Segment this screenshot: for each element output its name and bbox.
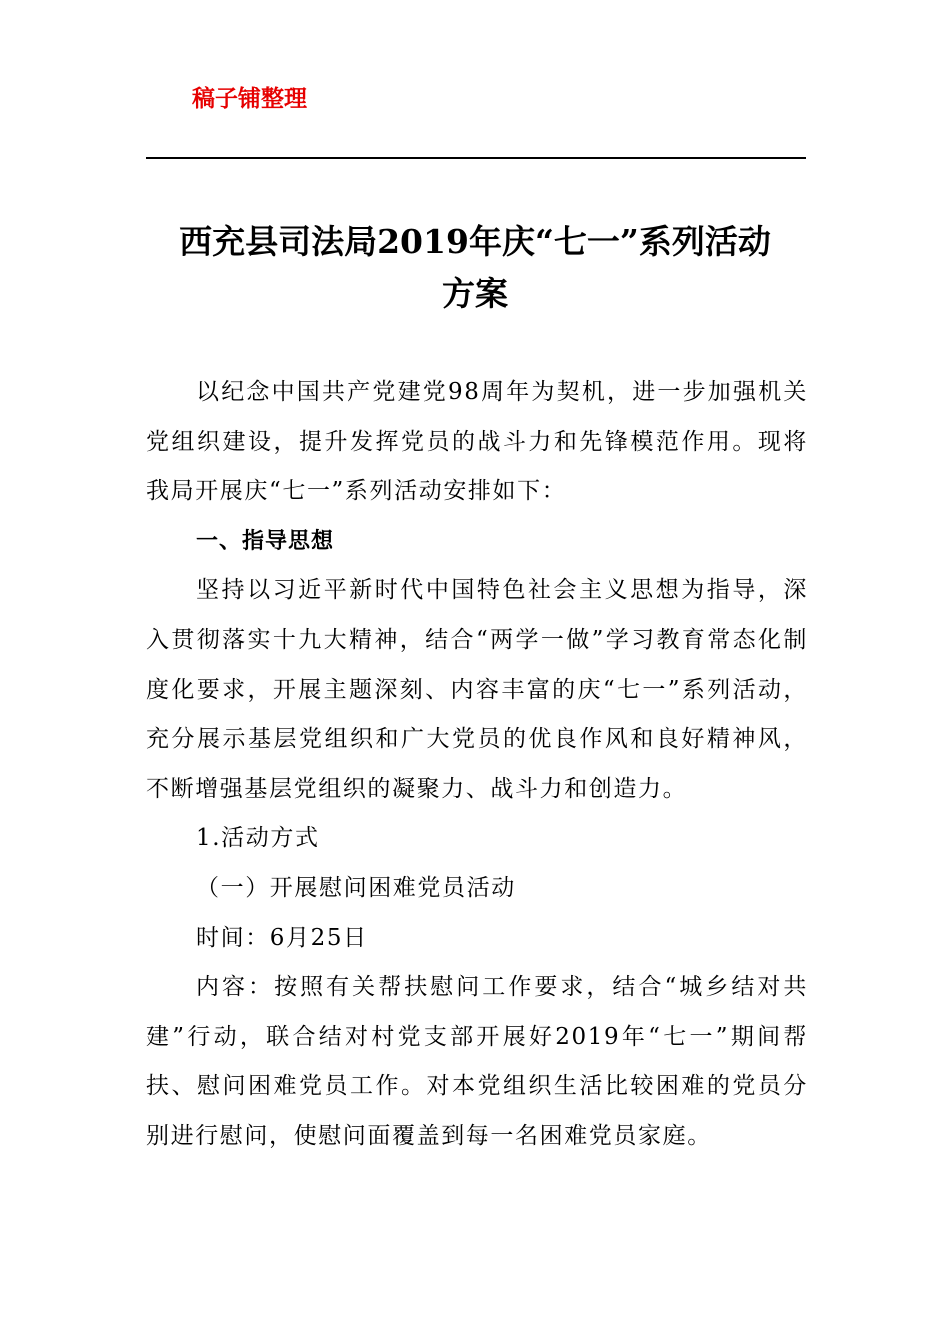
intro-paragraph: 以纪念中国共产党建党98周年为契机，进一步加强机关党组织建设，提升发挥党员的战斗力和先锋模范作用。现将我局开展庆“七一”系列活动安排如下： xyxy=(146,379,808,505)
document-title xyxy=(130,216,820,320)
guiding-ideology-paragraph: 坚持以习近平新时代中国特色社会主义思想为指导，深入贯彻落实十九大精神，结合“两学一做”学习教育常态化制度化要求，开展主题深刻、内容丰富的庆“七一”系列活动，充分展示基层党组织和广大党员的优良作风和良好精神风，不断增强基层党组织的凝聚力、战斗力和创造力。 xyxy=(146,577,808,802)
section-heading-guiding-ideology: 一、指导思想 xyxy=(196,528,335,554)
activity-1-time: 时间：6月25日 xyxy=(196,924,368,951)
watermark-text: 稿子铺整理 xyxy=(192,86,307,112)
title-line-1: 西充县司法局2019年庆“七一”系列活动 xyxy=(179,222,771,261)
header-divider xyxy=(146,157,806,159)
title-line-2: 方案 xyxy=(442,274,508,313)
document-body xyxy=(146,368,808,1162)
activity-1-content: 内容：按照有关帮扶慰问工作要求，结合“城乡结对共建”行动，联合结对村党支部开展好2019年“七一”期间帮扶、慰问困难党员工作。对本党组织生活比较困难的党员分别进行慰问，使慰问面覆盖到每一名困难党员家庭。 xyxy=(146,974,808,1149)
activity-1-title: （一）开展慰问困难党员活动 xyxy=(196,874,516,901)
activity-method-label: 1.活动方式 xyxy=(196,825,320,852)
